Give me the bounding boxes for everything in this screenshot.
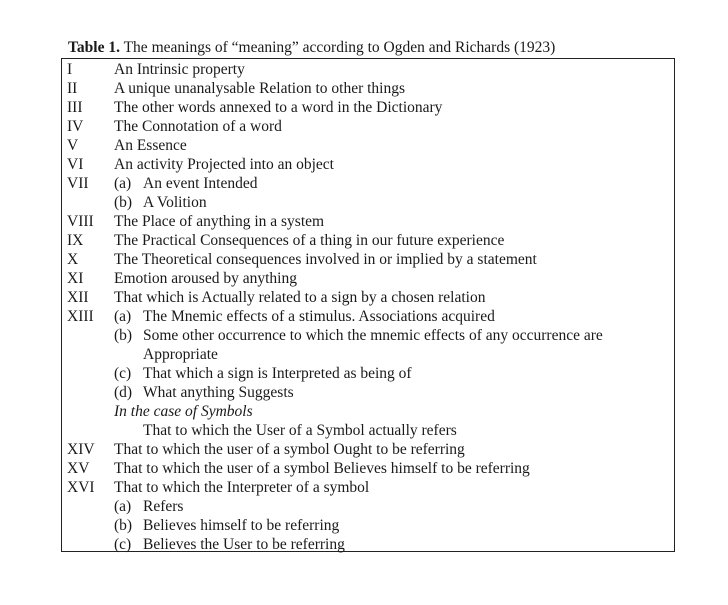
row-numeral: XI (67, 270, 84, 287)
row-text: That to which the Interpreter of a symbol (114, 479, 370, 496)
row-text: An Intrinsic property (114, 61, 245, 78)
row-text: That which is Actually related to a sign by a chosen relation (114, 289, 486, 306)
row-marker: (c) (114, 536, 132, 553)
row-numeral: VI (67, 156, 84, 173)
meanings-table (61, 58, 675, 552)
row-text: Refers (143, 498, 184, 515)
row-text: Appropriate (143, 346, 218, 363)
row-numeral: XIII (67, 308, 94, 325)
row-text: Believes the User to be referring (143, 536, 345, 553)
row-numeral: VIII (67, 213, 94, 230)
row-text: An activity Projected into an object (114, 156, 334, 173)
row-text: An event Intended (143, 175, 258, 192)
row-text: A unique unanalysable Relation to other things (114, 80, 406, 97)
row-numeral: VII (67, 175, 89, 192)
row-text: Emotion aroused by anything (114, 270, 297, 287)
row-marker: (c) (114, 365, 132, 382)
row-marker: (b) (114, 327, 133, 344)
row-text: A Volition (143, 194, 207, 211)
row-numeral: I (67, 61, 73, 78)
row-text: Some other occurrence to which the mnemic effects of any occurrence are (143, 327, 603, 344)
table-caption-label: Table 1. (68, 39, 120, 56)
row-text: The Theoretical consequences involved in or implied by a statement (114, 251, 537, 268)
row-text: An Essence (114, 137, 187, 154)
row-text: What anything Suggests (143, 384, 294, 401)
table-caption-text: The meanings of “meaning” according to Ogden and Richards (1923) (123, 39, 556, 56)
row-numeral: X (67, 251, 79, 268)
row-marker: (b) (114, 194, 133, 211)
row-marker: (a) (114, 498, 132, 515)
row-numeral: IX (67, 232, 84, 249)
row-numeral: IV (67, 118, 84, 135)
row-text: In the case of Symbols (114, 403, 253, 420)
row-text: The Mnemic effects of a stimulus. Associations acquired (143, 308, 495, 325)
row-marker: (a) (114, 308, 132, 325)
table-caption (68, 38, 555, 57)
row-text: That to which the user of a symbol Ought to be referring (114, 441, 465, 458)
row-numeral: III (67, 99, 83, 116)
row-numeral: XV (67, 460, 90, 477)
row-text: That to which the user of a symbol Believes himself to be referring (114, 460, 530, 477)
row-text: That which a sign is Interpreted as being of (143, 365, 412, 382)
row-text: The Practical Consequences of a thing in our future experience (114, 232, 505, 249)
row-text: The Place of anything in a system (114, 213, 325, 230)
row-marker: (d) (114, 384, 133, 401)
row-text: The other words annexed to a word in the Dictionary (114, 99, 443, 116)
row-text: Believes himself to be referring (143, 517, 340, 534)
row-numeral: XII (67, 289, 89, 306)
row-text: The Connotation of a word (114, 118, 282, 135)
row-numeral: XVI (67, 479, 95, 496)
row-marker: (a) (114, 175, 132, 192)
row-numeral: XIV (67, 441, 95, 458)
row-numeral: V (67, 137, 79, 154)
row-text: That to which the User of a Symbol actually refers (143, 422, 457, 439)
row-marker: (b) (114, 517, 133, 534)
row-numeral: II (67, 80, 78, 97)
